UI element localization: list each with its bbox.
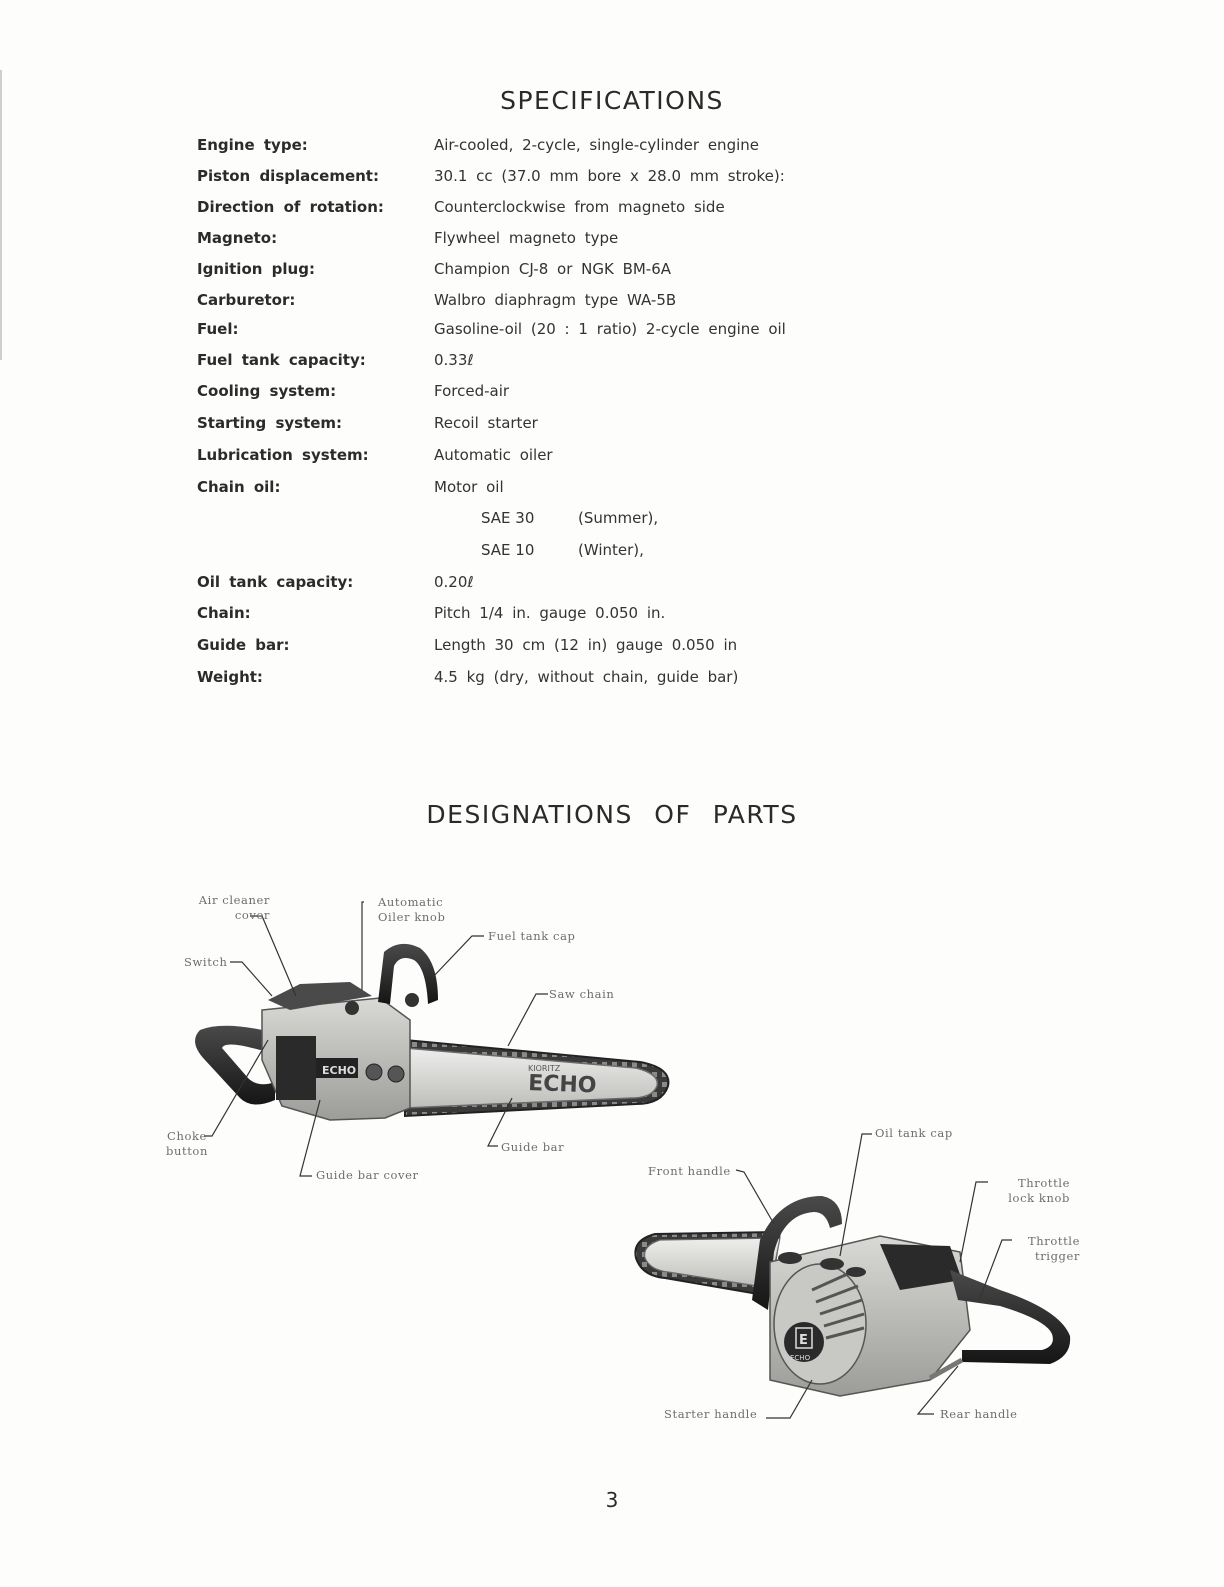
spec-value: Motor oil bbox=[434, 478, 504, 496]
spec-label: Weight: bbox=[197, 668, 263, 686]
spec-label: Fuel: bbox=[197, 320, 239, 338]
spec-label: Lubrication system: bbox=[197, 446, 369, 464]
spec-value: Length 30 cm (12 in) gauge 0.050 in bbox=[434, 636, 738, 654]
label-starter-handle: Starter handle bbox=[664, 1407, 758, 1421]
label-automatic-oiler-knob: Automatic Oiler knob bbox=[378, 895, 446, 924]
spec-value: 0.33ℓ bbox=[434, 351, 474, 369]
label-guide-bar-cover: Guide bar cover bbox=[316, 1168, 419, 1182]
designations-heading: DESIGNATIONS OF PARTS bbox=[426, 800, 798, 829]
spec-label: Oil tank capacity: bbox=[197, 573, 354, 591]
bar-kioritz-mark: KIORITZ bbox=[528, 1064, 561, 1073]
badge-wordmark: ECHO bbox=[322, 1064, 357, 1077]
side-panel bbox=[276, 1036, 316, 1100]
fuel-tank-cap bbox=[778, 1252, 802, 1264]
spec-value: Counterclockwise from magneto side bbox=[434, 198, 725, 216]
label-switch: Switch bbox=[184, 955, 228, 969]
label-saw-chain: Saw chain bbox=[549, 987, 615, 1001]
emblem-wordmark: ECHO bbox=[790, 1354, 811, 1362]
oil-tank-cap bbox=[820, 1258, 844, 1270]
spec-value: Flywheel magneto type bbox=[434, 229, 619, 247]
spec-label: Engine type: bbox=[197, 136, 308, 154]
spec-value: 30.1 cc (37.0 mm bore x 28.0 mm stroke): bbox=[434, 167, 785, 185]
label-front-handle: Front handle bbox=[648, 1164, 731, 1178]
spec-label: Chain oil: bbox=[197, 478, 281, 496]
label-oil-tank-cap: Oil tank cap bbox=[875, 1126, 953, 1140]
spec-label: Piston displacement: bbox=[197, 167, 379, 185]
label-choke-button: Choke button bbox=[166, 1129, 208, 1158]
starter-cover bbox=[774, 1264, 866, 1384]
guide-bar-cover-nut bbox=[388, 1066, 404, 1082]
fuel-tank-cap bbox=[405, 993, 419, 1007]
oil-grade: SAE 10 bbox=[481, 541, 535, 559]
chainsaw-front-view bbox=[635, 1196, 1070, 1396]
oiler-knob bbox=[345, 1001, 359, 1015]
spec-value: Recoil starter bbox=[434, 414, 538, 432]
specifications-heading: SPECIFICATIONS bbox=[500, 86, 724, 115]
spec-label: Magneto: bbox=[197, 229, 278, 247]
emblem-letter: E bbox=[799, 1333, 808, 1348]
spec-value: Pitch 1/4 in. gauge 0.050 in. bbox=[434, 604, 666, 622]
spec-label: Cooling system: bbox=[197, 382, 337, 400]
spec-label: Carburetor: bbox=[197, 291, 296, 309]
label-air-cleaner-cover: Air cleaner cover bbox=[198, 893, 270, 922]
guide-bar-cover-nut bbox=[366, 1064, 382, 1080]
bar-echo-wordmark: ECHO bbox=[527, 1071, 597, 1099]
spec-label: Chain: bbox=[197, 604, 251, 622]
label-rear-handle: Rear handle bbox=[940, 1407, 1018, 1421]
oil-season: (Winter), bbox=[578, 541, 644, 559]
oil-season: (Summer), bbox=[578, 509, 659, 527]
oil-grade: SAE 30 bbox=[481, 509, 535, 527]
spec-label: Fuel tank capacity: bbox=[197, 351, 366, 369]
spec-value: 0.20ℓ bbox=[434, 573, 474, 591]
oiler-knob bbox=[846, 1267, 866, 1277]
spec-label: Ignition plug: bbox=[197, 260, 315, 278]
spec-value: Gasoline-oil (20 : 1 ratio) 2-cycle engine oil bbox=[434, 320, 786, 338]
label-guide-bar: Guide bar bbox=[501, 1140, 565, 1154]
spec-label: Starting system: bbox=[197, 414, 343, 432]
label-throttle-trigger: Throttle trigger bbox=[1027, 1234, 1080, 1263]
page-number: 3 bbox=[605, 1488, 619, 1512]
spec-label: Direction of rotation: bbox=[197, 198, 384, 216]
spec-value: Air-cooled, 2-cycle, single-cylinder engine bbox=[434, 136, 759, 154]
spec-value: Automatic oiler bbox=[434, 446, 553, 464]
spec-label: Guide bar: bbox=[197, 636, 290, 654]
label-throttle-lock-knob: Throttle lock knob bbox=[1008, 1176, 1070, 1205]
chainsaw-side-view bbox=[195, 944, 668, 1120]
spec-value: 4.5 kg (dry, without chain, guide bar) bbox=[434, 668, 739, 686]
spec-value: Forced-air bbox=[434, 382, 510, 400]
spec-value: Walbro diaphragm type WA-5B bbox=[434, 291, 677, 309]
spec-value: Champion CJ-8 or NGK BM-6A bbox=[434, 260, 672, 278]
label-fuel-tank-cap: Fuel tank cap bbox=[488, 929, 576, 943]
